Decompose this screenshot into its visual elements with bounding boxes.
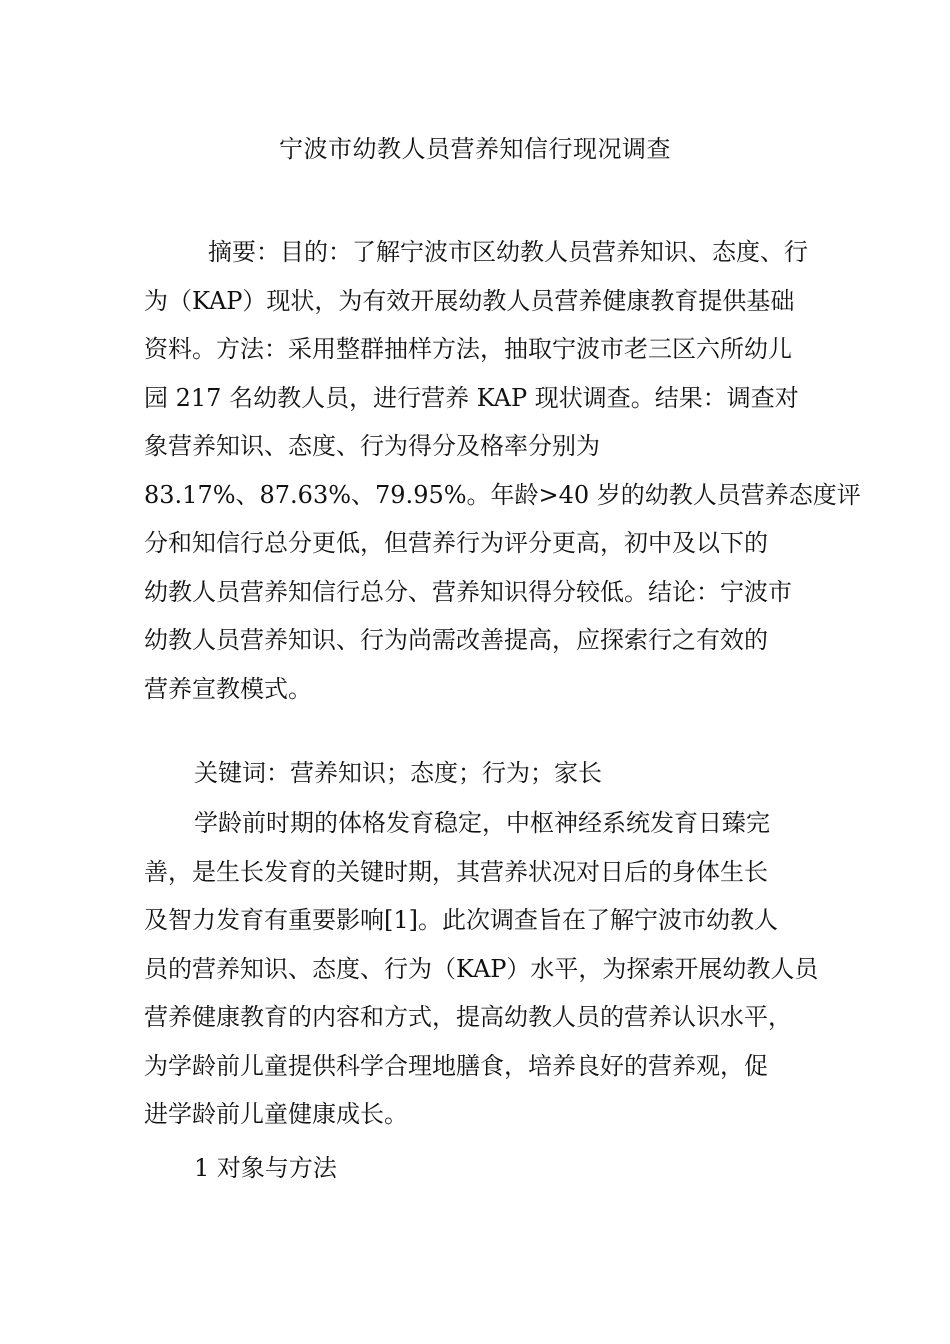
abstract-line: 分和知信行总分更低，但营养行为评分更高，初中及以下的	[144, 529, 768, 557]
document-title: 宁波市幼教人员营养知信行现况调查	[279, 135, 671, 163]
intro-paragraph	[144, 799, 824, 1139]
intro-line: 学龄前时期的体格发育稳定，中枢神经系统发育日臻完	[194, 809, 770, 837]
intro-line: 善，是生长发育的关键时期，其营养状况对日后的身体生长	[144, 857, 768, 886]
abstract-line: 资料。方法：采用整群抽样方法，抽取宁波市老三区六所幼儿	[144, 335, 792, 363]
abstract-line: 幼教人员营养知信行总分、营养知识得分较低。结论：宁波市	[144, 577, 792, 606]
keywords-line: 关键词：营养知识；态度；行为；家长	[194, 759, 602, 787]
abstract-line: 为（KAP）现状，为有效开展幼教人员营养健康教育提供基础	[144, 286, 795, 315]
abstract-line: 83.17%、87.63%、79.95%。年龄>40 岁的幼教人员营养态度评	[144, 480, 861, 509]
abstract-line: 园 217 名幼教人员，进行营养 KAP 现状调查。结果：调查对	[144, 383, 799, 412]
intro-line: 进学龄前儿童健康成长。	[144, 1100, 408, 1128]
abstract-paragraph	[144, 228, 861, 713]
intro-line: 员的营养知识、态度、行为（KAP）水平，为探索开展幼教人员	[144, 954, 819, 983]
abstract-line: 摘要：目的：了解宁波市区幼教人员营养知识、态度、行	[208, 238, 808, 266]
section-heading-block	[144, 1144, 824, 1193]
intro-line: 营养健康教育的内容和方式，提高幼教人员的营养认识水平，	[144, 1003, 792, 1031]
intro-line: 为学龄前儿童提供科学合理地膳食，培养良好的营养观，促	[144, 1051, 768, 1080]
keywords-paragraph	[144, 749, 824, 798]
abstract-line: 象营养知识、态度、行为得分及格率分别为	[144, 432, 600, 460]
section-heading: 1 对象与方法	[194, 1154, 337, 1182]
abstract-line: 幼教人员营养知识、行为尚需改善提高，应探索行之有效的	[144, 626, 768, 654]
intro-line: 及智力发育有重要影响[1]。此次调查旨在了解宁波市幼教人	[144, 906, 778, 934]
abstract-line: 营养宣教模式。	[144, 674, 312, 703]
